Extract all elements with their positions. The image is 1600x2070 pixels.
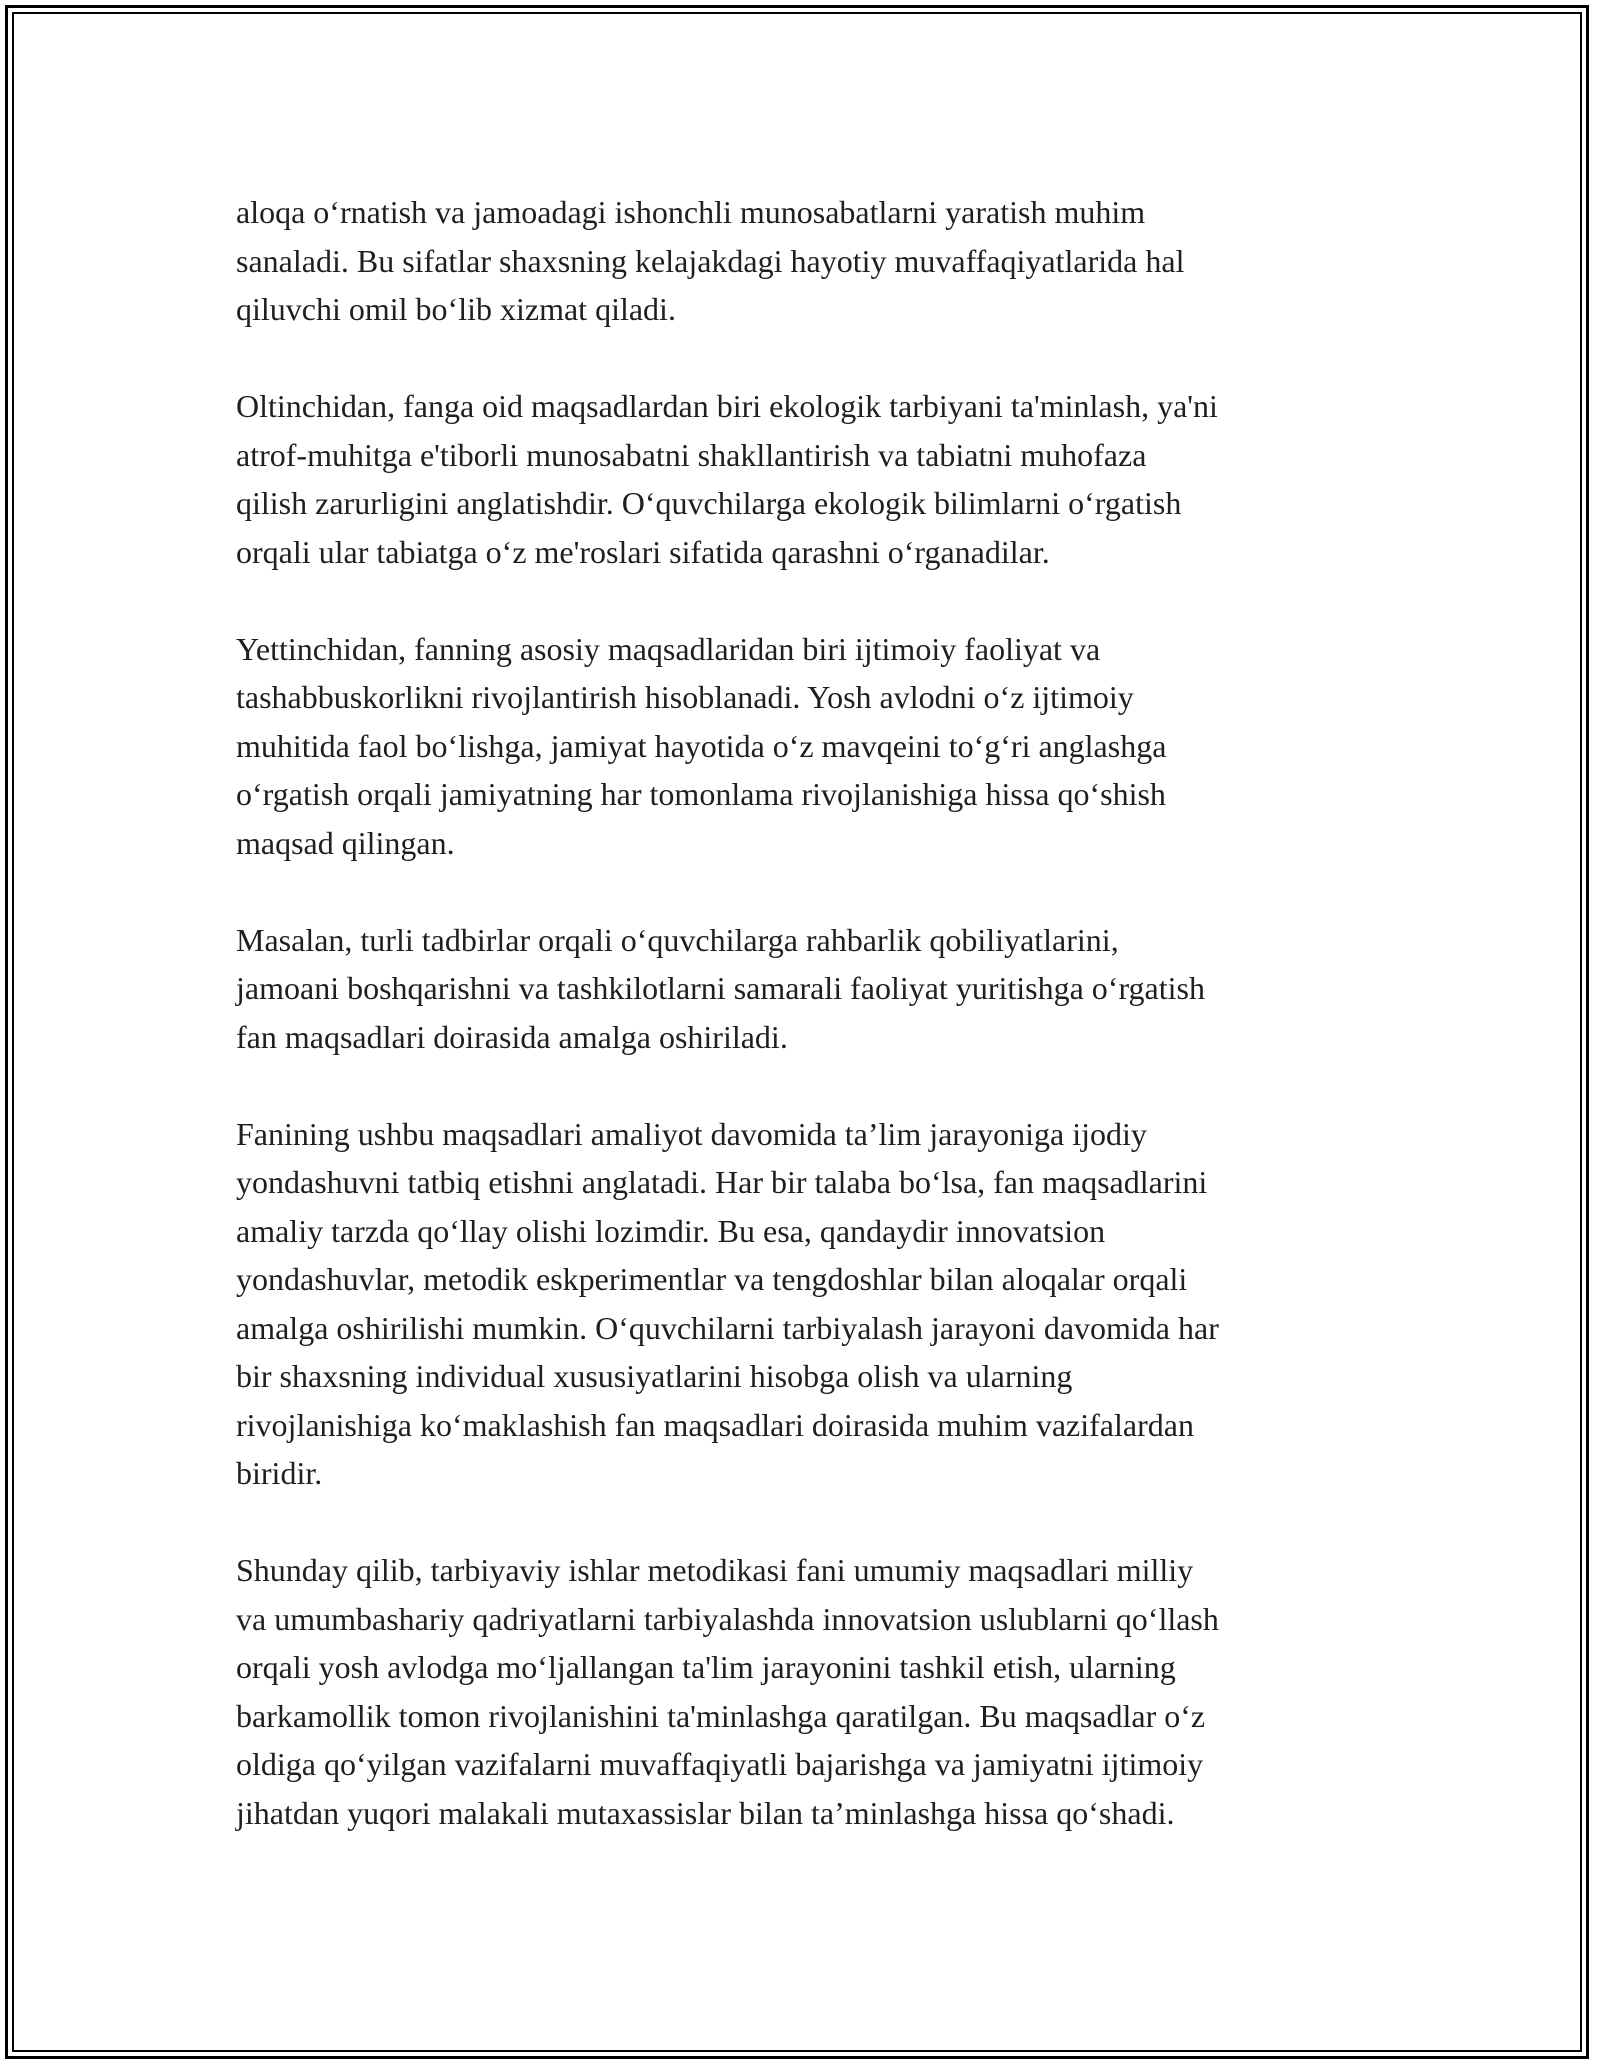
text-line: yondashuvlar, metodik eskperimentlar va tengdoshlar bilan aloqalar orqali [236, 1261, 1188, 1297]
text-line: orqali ular tabiatga o‘z me'roslari sifatida qarashni o‘rganadilar. [236, 533, 1050, 570]
text-line: qiluvchi omil bo‘lib xizmat qiladi. [236, 291, 676, 327]
paragraph-2 [236, 382, 1376, 576]
paragraph-4 [236, 916, 1376, 1062]
text-line: Masalan, turli tadbirlar orqali o‘quvchilarga rahbarlik qobiliyatlarini, [236, 921, 1119, 958]
text-line: atrof-muhitga e'tiborli munosabatni shakllantirish va tabiatni muhofaza [236, 436, 1147, 473]
text-line: oldiga qo‘yilgan vazifalarni muvaffaqiyatli bajarishga va jamiyatni ijtimoiy [236, 1746, 1204, 1782]
text-line: Oltinchidan, fanga oid maqsadlardan biri ekologik tarbiyani ta'minlash, ya'ni [236, 388, 1218, 424]
text-line: fan maqsadlari doirasida amalga oshiriladi. [236, 1018, 788, 1055]
text-line: jamoani boshqarishni va tashkilotlarni samarali faoliyat yuritishga o‘rgatish [236, 970, 1205, 1006]
text-line: Shunday qilib, tarbiyaviy ishlar metodikasi fani umumiy maqsadlari milliy [236, 1552, 1194, 1588]
paragraph-6 [236, 1546, 1376, 1837]
document-body [236, 188, 1376, 1886]
text-line: orqali yosh avlodga mo‘ljallangan ta'lim jarayonini tashkil etish, ularning [236, 1649, 1176, 1685]
text-line: qilish zarurligini anglatishdir. O‘quvchilarga ekologik bilimlarni o‘rgatish [236, 485, 1182, 521]
text-line: maqsad qilingan. [236, 824, 455, 861]
text-line: biridir. [236, 1455, 323, 1491]
text-line: tashabbuskorlikni rivojlantirish hisoblanadi. Yosh avlodni o‘z ijtimoiy [236, 679, 1134, 715]
text-line: sanaladi. Bu sifatlar shaxsning kelajakdagi hayotiy muvaffaqiyatlarida hal [236, 242, 1185, 279]
text-line: aloqa o‘rnatish va jamoadagi ishonchli munosabatlarni yaratish muhim [236, 194, 1146, 230]
paragraph-1 [236, 188, 1376, 334]
text-line: rivojlanishiga ko‘maklashish fan maqsadlari doirasida muhim vazifalardan [236, 1406, 1194, 1443]
paragraph-3 [236, 625, 1376, 868]
text-line: amaliy tarzda qo‘llay olishi lozimdir. Bu esa, qandaydir innovatsion [236, 1212, 1106, 1249]
text-line: Fanining ushbu maqsadlari amaliyot davomida ta’lim jarayoniga ijodiy [236, 1115, 1147, 1152]
paragraph-5 [236, 1110, 1376, 1498]
text-line: jihatdan yuqori malakali mutaxassislar bilan ta’minlashga hissa qo‘shadi. [236, 1794, 1175, 1831]
text-line: Yettinchidan, fanning asosiy maqsadlaridan biri ijtimoiy faoliyat va [236, 630, 1101, 667]
text-line: o‘rgatish orqali jamiyatning har tomonlama rivojlanishiga hissa qo‘shish [236, 776, 1166, 812]
text-line: barkamollik tomon rivojlanishini ta'minlashga qaratilgan. Bu maqsadlar o‘z [236, 1697, 1206, 1734]
text-line: amalga oshirilishi mumkin. O‘quvchilarni tarbiyalash jarayoni davomida har [236, 1309, 1219, 1346]
text-line: bir shaxsning individual xususiyatlarini hisobga olish va ularning [236, 1358, 1073, 1394]
text-line: va umumbashariy qadriyatlarni tarbiyalashda innovatsion uslublarni qo‘llash [236, 1600, 1219, 1637]
text-line: yondashuvni tatbiq etishni anglatadi. Har bir talaba bo‘lsa, fan maqsadlarini [236, 1164, 1208, 1200]
text-line: muhitida faol bo‘lishga, jamiyat hayotida o‘z mavqeini to‘g‘ri anglashga [236, 727, 1167, 764]
